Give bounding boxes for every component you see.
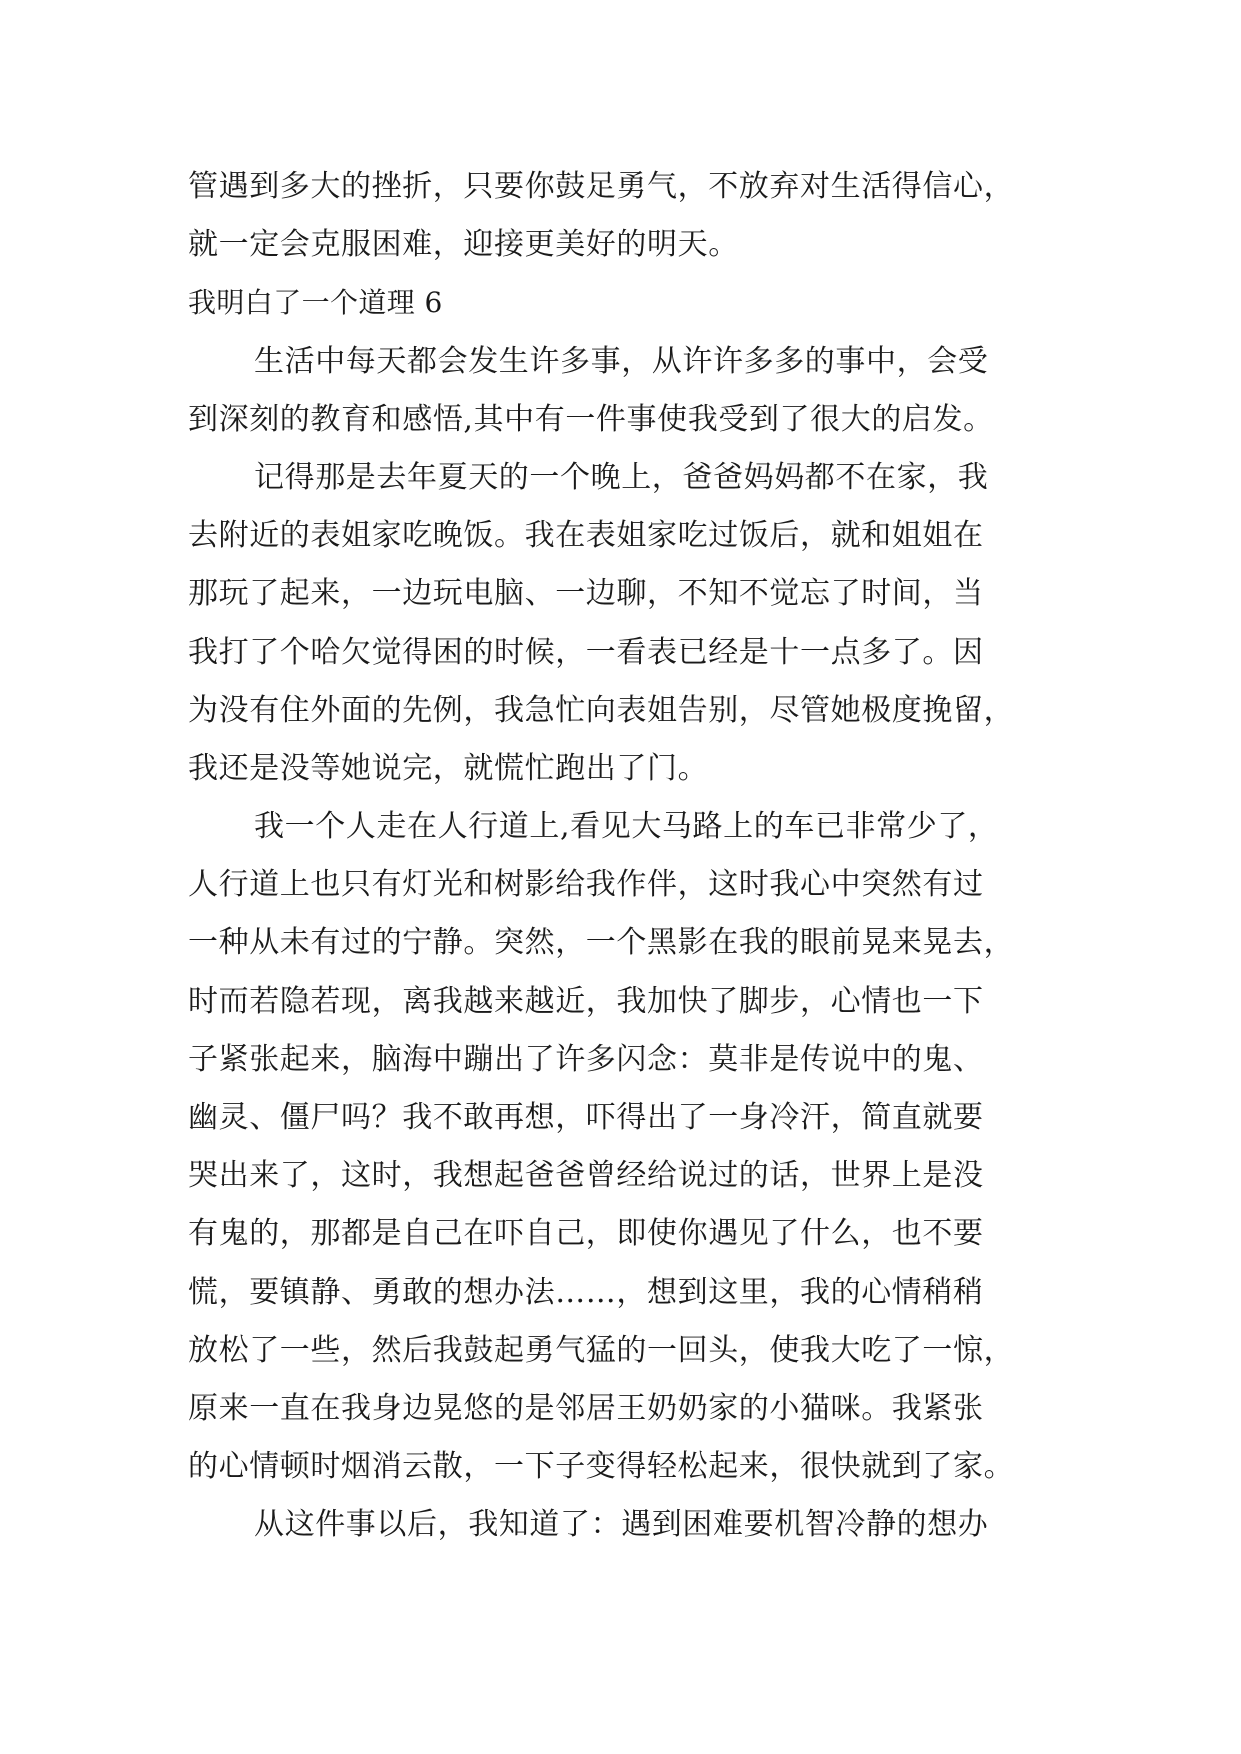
text-line: 从这件事以后，我知道了：遇到困难要机智冷静的想办: [254, 1507, 989, 1543]
text-line: 为没有住外面的先例，我急忙向表姐告别，尽管她极度挽留，: [188, 692, 1015, 728]
text-line: 一种从未有过的宁静。突然，一个黑影在我的眼前晃来晃去，: [188, 925, 1015, 961]
text-line: 放松了一些，然后我鼓起勇气猛的一回头，使我大吃了一惊，: [188, 1332, 1015, 1368]
text-line: 原来一直在我身边晃悠的是邻居王奶奶家的小猫咪。我紧张: [188, 1390, 984, 1426]
text-line: 有鬼的，那都是自己在吓自己，即使你遇见了什么，也不要: [188, 1216, 984, 1252]
text-line: 时而若隐若现，离我越来越近，我加快了脚步，心情也一下: [188, 983, 984, 1019]
text-line: 我一个人走在人行道上,看见大马路上的车已非常少了，: [254, 809, 999, 845]
document-body: [188, 158, 1068, 1555]
text-line: 人行道上也只有灯光和树影给我作伴，这时我心中突然有过: [188, 867, 984, 903]
text-line: 慌，要镇静、勇敢的想办法……，想到这里，我的心情稍稍: [188, 1274, 984, 1310]
text-line: 记得那是去年夏天的一个晚上，爸爸妈妈都不在家，我: [254, 459, 989, 495]
text-line: 去附近的表姐家吃晚饭。我在表姐家吃过饭后，就和姐姐在: [188, 518, 984, 554]
text-line: 幽灵、僵尸吗？我不敢再想，吓得出了一身冷汗，简直就要: [188, 1100, 984, 1135]
text-line: 就一定会克服困难，迎接更美好的明天。: [188, 227, 739, 263]
text-line: 哭出来了，这时，我想起爸爸曾经给说过的话，世界上是没: [188, 1158, 984, 1194]
text-line: 那玩了起来，一边玩电脑、一边聊，不知不觉忘了时间，当: [188, 576, 984, 612]
text-line: 生活中每天都会发生许多事，从许许多多的事中，会受: [254, 343, 989, 379]
text-line: 管遇到多大的挫折，只要你鼓足勇气，不放弃对生活得信心，: [188, 169, 1015, 204]
text-line: 到深刻的教育和感悟,其中有一件事使我受到了很大的启发。: [188, 401, 994, 437]
text-line: 的心情顿时烟消云散，一下子变得轻松起来，很快就到了家。: [188, 1449, 1015, 1485]
text-line: 我还是没等她说完，就慌忙跑出了门。: [188, 750, 709, 786]
text-line: 子紧张起来，脑海中蹦出了许多闪念：莫非是传说中的鬼、: [188, 1041, 984, 1077]
section-heading: 我明白了一个道理 6: [188, 286, 443, 320]
text-line: 我打了个哈欠觉得困的时候，一看表已经是十一点多了。因: [188, 634, 984, 670]
